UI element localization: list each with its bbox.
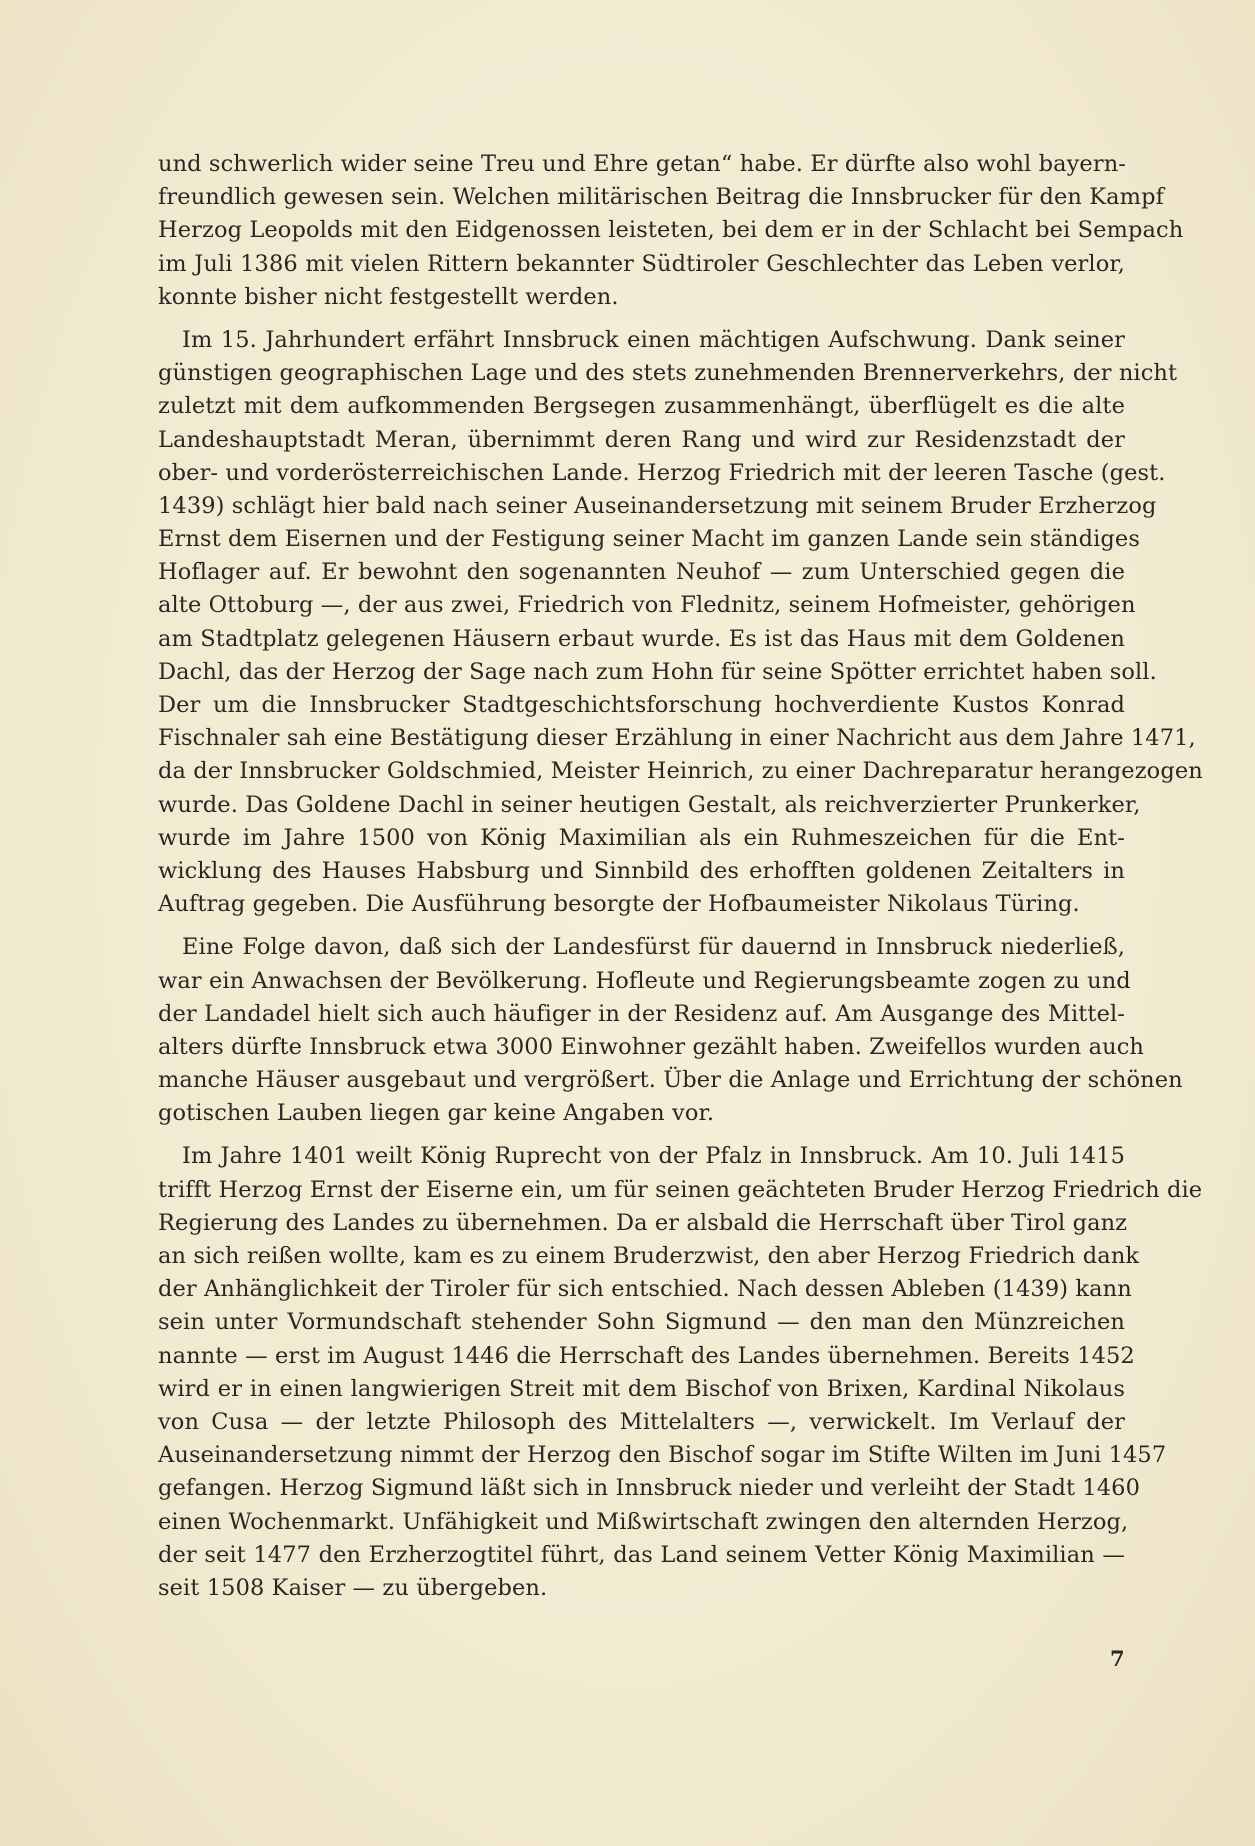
text-line: von Cusa — der letzte Philosoph des Mittelalters —, verwickelt. Im Verlauf der <box>158 1408 1125 1435</box>
text-line: konnte bisher nicht festgestellt werden. <box>158 283 619 310</box>
text-line: am Stadtplatz gelegenen Häusern erbaut wurde. Es ist das Haus mit dem Goldenen <box>158 625 1125 652</box>
text-line: nannte — erst im August 1446 die Herrschaft des Landes übernehmen. Bereits 1452 <box>158 1342 1135 1369</box>
text-line: wird er in einen langwierigen Streit mit dem Bischof von Brixen, Kardinal Nikolaus <box>158 1375 1125 1402</box>
text-line: alters dürfte Innsbruck etwa 3000 Einwohner gezählt haben. Zweifellos wurden auch <box>158 1033 1145 1060</box>
text-line: sein unter Vormundschaft stehender Sohn Sigmund — den man den Münzreichen <box>158 1309 1125 1336</box>
text-line-content: Im 15. Jahrhundert erfährt Innsbruck einen mächtigen Aufschwung. Dank seiner <box>182 326 1125 353</box>
text-line: Regierung des Landes zu übernehmen. Da er alsbald die Herrschaft über Tirol ganz <box>158 1209 1128 1236</box>
text-line: freundlich gewesen sein. Welchen militärischen Beitrag die Innsbrucker für den Kampf <box>158 184 1165 211</box>
text-line: Dachl, das der Herzog der Sage nach zum Hohn für seine Spötter errichtet haben soll. <box>158 658 1157 685</box>
body-text <box>158 148 1203 1605</box>
text-line: da der Innsbrucker Goldschmied, Meister Heinrich, zu einer Dachreparatur herangezogen <box>158 758 1203 785</box>
text-line: Hoflager auf. Er bewohnt den sogenannten Neuhof — zum Unterschied gegen die <box>158 559 1125 586</box>
paragraph-4 <box>158 1140 1203 1605</box>
text-line: Im Jahre 1401 weilt König Ruprecht von der Pfalz in Innsbruck. Am 10. Juli 1415 <box>182 1143 1125 1170</box>
text-line: trifft Herzog Ernst der Eiserne ein, um für seinen geächteten Bruder Herzog Friedrich die <box>158 1176 1203 1203</box>
text-line: wicklung des Hauses Habsburg und Sinnbild des erhofften goldenen Zeitalters in <box>158 857 1125 884</box>
text-line: gefangen. Herzog Sigmund läßt sich in Innsbruck nieder und verleiht der Stadt 1460 <box>158 1475 1141 1502</box>
text-line: wurde. Das Goldene Dachl in seiner heutigen Gestalt, als reichverzierter Prunkerker, <box>158 791 1141 818</box>
text-line: im Juli 1386 mit vielen Rittern bekannter Südtiroler Geschlechter das Leben verlor, <box>158 250 1125 277</box>
paragraph-1 <box>158 148 1184 314</box>
text-line: günstigen geographischen Lage und des stets zunehmenden Brennerverkehrs, der nicht <box>158 360 1178 387</box>
text-line: und schwerlich wider seine Treu und Ehre getan“ habe. Er dürfte also wohl bayern- <box>158 151 1126 177</box>
page-number: 7 <box>1110 1646 1125 1671</box>
text-line: Fischnaler sah eine Bestätigung dieser Erzählung in einer Nachricht aus dem Jahre 1471, <box>158 725 1196 752</box>
text-line: alte Ottoburg —, der aus zwei, Friedrich von Flednitz, seinem Hofmeister, gehörigen <box>158 592 1136 619</box>
text-line: der Landadel hielt sich auch häufiger in der Residenz auf. Am Ausgange des Mittel- <box>158 1000 1125 1027</box>
text-line: Herzog Leopolds mit den Eidgenossen leisteten, bei dem er in der Schlacht bei Sempach <box>158 217 1184 244</box>
text-line: Eine Folge davon, daß sich der Landesfürst für dauernd in Innsbruck niederließ, <box>182 934 1125 961</box>
text-line: wurde im Jahre 1500 von König Maximilian als ein Ruhmeszeichen für die Ent- <box>158 824 1125 851</box>
text-line: Auseinandersetzung nimmt der Herzog den Bischof sogar im Stifte Wilten im Juni 1457 <box>158 1442 1167 1469</box>
text-line: ober- und vorderösterreichischen Lande. Herzog Friedrich mit der leeren Tasche (gest. <box>158 459 1166 486</box>
text-line: einen Wochenmarkt. Unfähigkeit und Mißwirtschaft zwingen den alternden Herzog, <box>158 1508 1129 1535</box>
text-line: an sich reißen wollte, kam es zu einem Bruderzwist, den aber Herzog Friedrich dank <box>158 1243 1140 1269</box>
text-line: Landeshauptstadt Meran, übernimmt deren Rang und wird zur Residenzstadt der <box>158 426 1125 453</box>
text-line: der seit 1477 den Erzherzogtitel führt, das Land seinem Vetter König Maximilian — <box>158 1541 1125 1568</box>
text-line: Auftrag gegeben. Die Ausführung besorgte der Hofbaumeister Nikolaus Türing. <box>158 891 1080 918</box>
paragraph-2 <box>158 324 1203 921</box>
text-line: seit 1508 Kaiser — zu übergeben. <box>158 1574 548 1601</box>
text-line: manche Häuser ausgebaut und vergrößert. Über die Anlage und Errichtung der schönen <box>158 1067 1183 1094</box>
text-line: der Anhänglichkeit der Tiroler für sich entschied. Nach dessen Ableben (1439) kann <box>158 1276 1132 1303</box>
text-line <box>158 324 1125 357</box>
text-line: war ein Anwachsen der Bevölkerung. Hofleute und Regierungsbeamte zogen zu und <box>158 967 1131 994</box>
text-line: zuletzt mit dem aufkommenden Bergsegen zusammenhängt, überflügelt es die alte <box>158 393 1125 420</box>
text-line: Der um die Innsbrucker Stadtgeschichtsforschung hochverdiente Kustos Konrad <box>158 692 1125 718</box>
text-line: 1439) schlägt hier bald nach seiner Auseinandersetzung mit seinem Bruder Erzherzog <box>158 492 1157 519</box>
paragraph-3 <box>158 931 1183 1130</box>
text-line: gotischen Lauben liegen gar keine Angaben vor. <box>158 1100 715 1127</box>
text-line: Ernst dem Eisernen und der Festigung seiner Macht im ganzen Lande sein ständiges <box>158 526 1140 553</box>
